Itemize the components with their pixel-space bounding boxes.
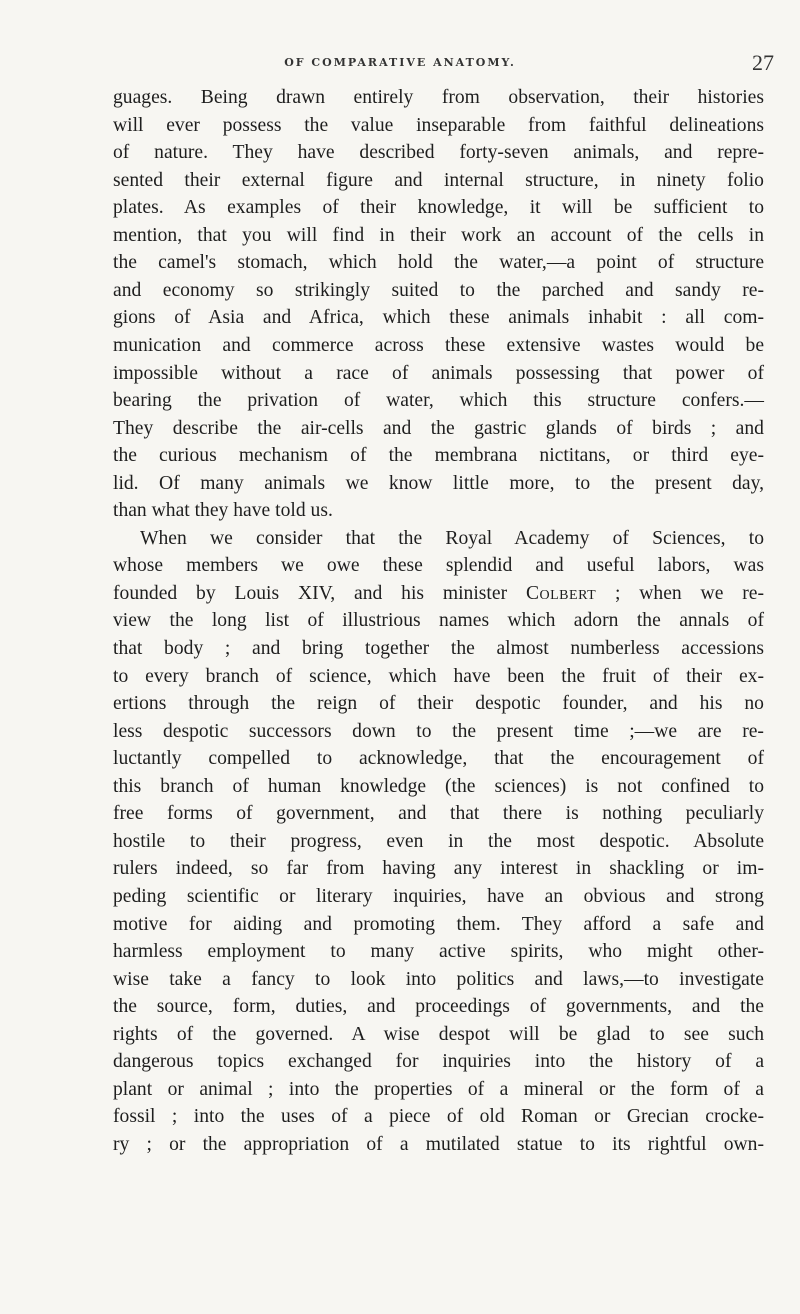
page-number: 27 (752, 50, 774, 75)
text-line: rulers indeed, so far from having any interest in shackling or im- (113, 858, 765, 879)
text-line: will ever possess the value inseparable from faithful delineations (113, 115, 764, 136)
text-line: that body ; and bring together the almost numberless accessions (113, 638, 765, 659)
text-line: the source, form, duties, and proceedings of governments, and the (113, 996, 765, 1017)
text-line: of nature. They have described forty-seven animals, and repre- (113, 142, 764, 163)
text-line: mention, that you will find in their work an account of the cells in (113, 225, 765, 246)
text-line: ertions through the reign of their despotic founder, and his no (113, 693, 764, 714)
text-line: wise take a fancy to look into politics and laws,—to investigate (113, 969, 765, 990)
text-line: to every branch of science, which have been the fruit of their ex- (113, 666, 764, 687)
text-line: plates. As examples of their knowledge, it will be sufficient to (113, 197, 765, 218)
text-line: and economy so strikingly suited to the parched and sandy re- (113, 280, 764, 301)
text-line: impossible without a race of animals possessing that power of (113, 363, 765, 384)
text-line: motive for aiding and promoting them. They afford a safe and (113, 914, 764, 935)
text-line: gions of Asia and Africa, which these animals inhabit : all com- (113, 307, 765, 328)
text-line: plant or animal ; into the properties of a mineral or the form of a (113, 1079, 764, 1100)
text-line: peding scientific or literary inquiries, have an obvious and strong (113, 886, 764, 907)
text-line: luctantly compelled to acknowledge, that the encouragement of (113, 748, 764, 769)
text-line: dangerous topics exchanged for inquiries into the history of a (113, 1051, 765, 1072)
text-line: less despotic successors down to the present time ;—we are re- (113, 721, 764, 742)
text-line: They describe the air-cells and the gastric glands of birds ; and (113, 418, 764, 439)
text-line: rights of the governed. A wise despot will be glad to see such (113, 1024, 765, 1045)
text-line: bearing the privation of water, which this structure confers.— (113, 390, 764, 411)
running-head: OF COMPARATIVE ANATOMY. (284, 56, 516, 69)
text-line: ry ; or the appropriation of a mutilated statue to its rightful own- (113, 1134, 764, 1155)
text-line: lid. Of many animals we know little more, to the present day, (113, 473, 765, 494)
text-line: founded by Louis XIV, and his minister Colbert ; when we re- (113, 583, 764, 604)
text-line: the camel's stomach, which hold the water,—a point of structure (113, 252, 765, 273)
text-line: harmless employment to many active spirits, who might other- (113, 941, 764, 962)
text-line: free forms of government, and that there is nothing peculiarly (113, 803, 765, 824)
text-line: munication and commerce across these extensive wastes would be (113, 335, 765, 356)
text-line: view the long list of illustrious names which adorn the annals of (113, 610, 764, 631)
text-line: When we consider that the Royal Academy of Sciences, to (140, 528, 765, 549)
text-line: sented their external figure and internal structure, in ninety folio (113, 170, 764, 191)
text-line: hostile to their progress, even in the most despotic. Absolute (113, 831, 765, 852)
text-line: this branch of human knowledge (the sciences) is not confined to (113, 776, 764, 797)
text-line: whose members we owe these splendid and useful labors, was (113, 555, 764, 576)
text-line: guages. Being drawn entirely from observation, their histories (113, 87, 764, 108)
text-line: fossil ; into the uses of a piece of old Roman or Grecian crocke- (113, 1106, 765, 1127)
text-line: the curious mechanism of the membrana nictitans, or third eye- (113, 445, 765, 466)
text-line: than what they have told us. (113, 500, 333, 521)
small-caps-name: Colbert (525, 583, 597, 604)
